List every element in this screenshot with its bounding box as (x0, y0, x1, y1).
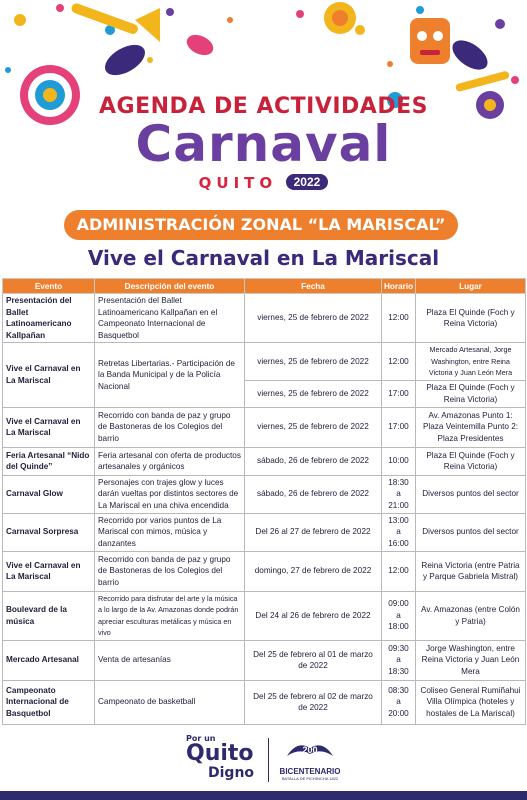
cell-horario: 18:30 a 21:00 (382, 475, 416, 513)
cell-fecha: sábado, 26 de febrero de 2022 (245, 475, 382, 513)
header-lugar: Lugar (416, 279, 526, 294)
face-icon (410, 18, 450, 64)
table-header-row (3, 279, 526, 294)
table-row (3, 513, 526, 551)
cell-descripcion: Retretas Libertarias.- Participación de la Banda Municipal y de la Policía Nacional (95, 343, 245, 408)
cell-evento: Vive el Carnaval en La Mariscal (3, 407, 95, 447)
table-row (3, 343, 526, 381)
cell-lugar: Mercado Artesanal, Jorge Washington, entre Reina Victoria y Juan León Mera (416, 343, 526, 381)
cell-descripcion: Recorrido por varios puntos de La Mariscal con mimos, música y danzantes (95, 513, 245, 551)
cell-lugar: Reina Victoria (entre Patria y Parque Gabriela Mistral) (416, 551, 526, 591)
quito-year (0, 174, 527, 193)
cell-fecha: viernes, 25 de febrero de 2022 (245, 294, 382, 343)
header-fecha: Fecha (245, 279, 382, 294)
cell-descripcion: Personajes con trajes glow y luces darán vueltas por distintos sectores de La Mariscal en una chiva encendida (95, 475, 245, 513)
carnaval-wordmark: Carnaval (135, 115, 392, 173)
table-row (3, 551, 526, 591)
cell-fecha: Del 24 al 26 de febrero de 2022 (245, 591, 382, 640)
bicentenario-logo (274, 736, 346, 788)
cell-horario: 12:00 (382, 551, 416, 591)
cell-descripcion: Recorrido con banda de paz y grupo de Bastoneras de los Colegios del barrio (95, 551, 245, 591)
trumpet-icon (70, 2, 160, 42)
logo-line-2: Quito (186, 741, 254, 766)
cell-descripcion: Feria artesanal con oferta de productos artesanales y orgánicos (95, 447, 245, 475)
cell-horario: 13:00 a 16:00 (382, 513, 416, 551)
subtitle: Vive el Carnaval en La Mariscal (87, 246, 440, 270)
year-badge: 2022 (286, 174, 329, 190)
cell-horario: 17:00 (382, 380, 416, 407)
condor-icon (285, 736, 335, 762)
cell-descripcion: Venta de artesanías (95, 640, 245, 680)
table-row (3, 640, 526, 680)
cell-lugar: Av. Amazonas (entre Colón y Patria) (416, 591, 526, 640)
agenda-table (2, 278, 526, 725)
cell-horario: 08:30 a 20:00 (382, 680, 416, 724)
zone-banner: ADMINISTRACIÓN ZONAL “LA MARISCAL” (64, 210, 458, 240)
cell-lugar: Diversos puntos del sector (416, 475, 526, 513)
cell-lugar: Plaza El Quinde (Foch y Reina Victoria) (416, 380, 526, 407)
cell-fecha: Del 26 al 27 de febrero de 2022 (245, 513, 382, 551)
cell-horario: 10:00 (382, 447, 416, 475)
cell-evento: Carnaval Sorpresa (3, 513, 95, 551)
footer (0, 720, 527, 800)
sun-icon (324, 2, 356, 34)
cell-evento: Mercado Artesanal (3, 640, 95, 680)
cell-fecha: viernes, 25 de febrero de 2022 (245, 343, 382, 381)
bicentenario-label: BICENTENARIO (279, 767, 341, 776)
cell-evento: Vive el Carnaval en La Mariscal (3, 343, 95, 408)
table-row (3, 407, 526, 447)
logo-line-3: Digno (208, 765, 255, 781)
cell-fecha: Del 25 de febrero al 02 de marzo de 2022 (245, 680, 382, 724)
cell-lugar: Av. Amazonas Punto 1: Plaza Veintemilla Punto 2: Plaza Presidentes (416, 407, 526, 447)
header-descripcion: Descripción del evento (95, 279, 245, 294)
page-title: AGENDA DE ACTIVIDADES (99, 94, 428, 119)
cell-descripcion: Campeonato de basketball (95, 680, 245, 724)
cell-horario: 09:30 a 18:30 (382, 640, 416, 680)
quito-label: QUITO (198, 174, 278, 192)
cell-lugar: Plaza El Quinde (Foch y Reina Victoria) (416, 447, 526, 475)
table-row (3, 591, 526, 640)
logo-line-1: Por un (186, 734, 216, 743)
cell-lugar: Jorge Washington, entre Reina Victoria y Juan León Mera (416, 640, 526, 680)
cell-horario: 17:00 (382, 407, 416, 447)
header-evento: Evento (3, 279, 95, 294)
cell-fecha: Del 25 de febrero al 01 de marzo de 2022 (245, 640, 382, 680)
cell-evento: Vive el Carnaval en La Mariscal (3, 551, 95, 591)
cell-evento: Campeonato Internacional de Basquetbol (3, 680, 95, 724)
cell-fecha: viernes, 25 de febrero de 2022 (245, 407, 382, 447)
cell-fecha: viernes, 25 de febrero de 2022 (245, 380, 382, 407)
bottom-bar (0, 791, 527, 800)
cell-fecha: domingo, 27 de febrero de 2022 (245, 551, 382, 591)
trumpet-icon (455, 70, 510, 92)
svg-text:200: 200 (302, 745, 318, 755)
cell-evento: Feria Artesanal “Nido del Quinde” (3, 447, 95, 475)
cell-lugar: Diversos puntos del sector (416, 513, 526, 551)
carnaval-logo (0, 115, 527, 173)
cell-evento: Carnaval Glow (3, 475, 95, 513)
bicentenario-sublabel: BATALLA DE PICHINCHA 1822 (281, 776, 339, 781)
cell-descripcion: Recorrido para disfrutar del arte y la música a lo largo de la Av. Amazonas donde podrán apreciar esculturas metálicas y música en vivo (95, 591, 245, 640)
cell-evento: Presentación del Ballet Latinoamericano Kallpañan (3, 294, 95, 343)
table-row (3, 475, 526, 513)
cell-evento: Boulevard de la música (3, 591, 95, 640)
cell-fecha: sábado, 26 de febrero de 2022 (245, 447, 382, 475)
cell-descripcion: Recorrido con banda de paz y grupo de Bastoneras de los Colegios del barrio (95, 407, 245, 447)
cell-lugar: Coliseo General Rumiñahui Villa Olímpica (hoteles y hostales de La Mariscal) (416, 680, 526, 724)
table-row (3, 447, 526, 475)
quito-digno-logo (186, 734, 266, 788)
cell-descripcion: Presentación del Ballet Latinoamericano Kallpañan en el Campeonato Internacional de Basquetbol (95, 294, 245, 343)
cell-lugar: Plaza El Quinde (Foch y Reina Victoria) (416, 294, 526, 343)
table-row (3, 680, 526, 724)
footer-divider (268, 738, 269, 782)
cell-horario: 09:00 a 18:00 (382, 591, 416, 640)
cell-horario: 12:00 (382, 343, 416, 381)
cell-horario: 12:00 (382, 294, 416, 343)
table-row (3, 294, 526, 343)
header-horario: Horario (382, 279, 416, 294)
